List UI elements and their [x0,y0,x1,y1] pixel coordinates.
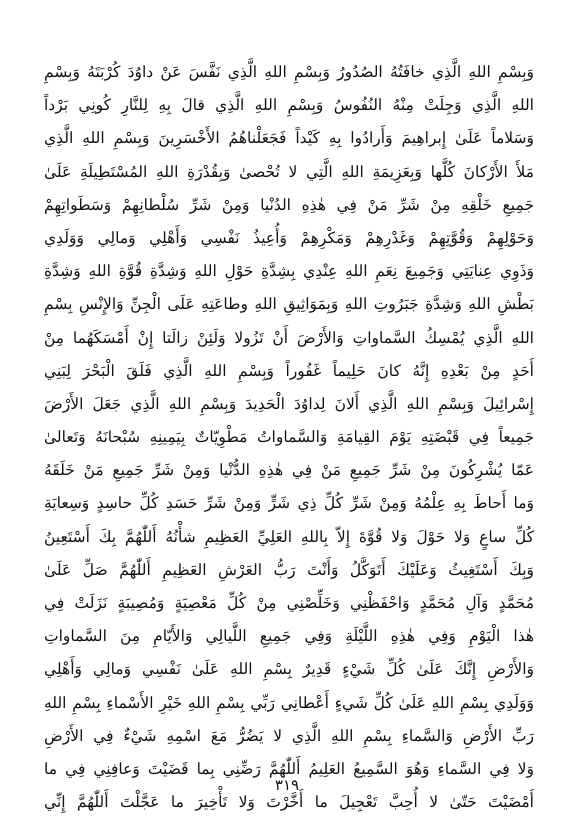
text-line: وَلا فِي السَّماءِ وَهُوَ السَّمِيعُ العَلِيمُ أَللّٰهُمَّ رَضِّنِي بِما قَضَيْتَ وَعافِنِي فِي ما [44,759,534,778]
text-line: عَمّا يُشْرِكُونَ مِنْ شَرِّ جَمِيعِ مَنْ فِي هٰذِهِ الدُّنْيا وَمِنْ شَرِّ جَمِيعِ مَنْ خَلَقَهُ [44,461,534,480]
text-line: جَمِيعِ خَلْقِهِ مِنْ شَرِّ مَنْ فِي هٰذِهِ الدُنْيا وَمِنْ شَرِّ سُلْطانِهِمْ وَسَطَواتِهِمْ [44,195,534,214]
page-number: ٣١٩ [274,776,300,794]
text-line: وَالأَرْضِ إِنَّكَ عَلَىٰ كُلِّ شَيْءٍ قَدِيرٌ بِسْمِ اللهِ عَلَىٰ نَفْسِي وَمالِي وَأَهْلِي [44,660,534,679]
text-line: أَمْضَيْتَ حَتّىٰ لا أُحِبَّ تَعْجِيلَ ما أَخَّرْتَ وَلا تَأْخِيرَ ما عَجَّلْتَ أَللّٰهُمَّ إِنِّي [44,793,534,812]
text-line: كُلِّ ساعٍ وَلا حَوْلَ وَلا قُوَّةَ إِلاّ بِاللهِ العَلِيِّ العَظِيمِ شأْنُهُ أَللّٰهُمَّ بِكَ أَسْتَعِينُ [44,527,534,546]
text-line: اللهِ الَّذِي وَجِلَتْ مِنْهُ النُفُوسُ وَبِسْمِ اللهِ الَّذِي قالَ بِهِ لِلنَّارِ كُونِي بَرْداً [44,96,534,115]
text-line: وَوَلَدِي بِسْمِ اللهِ عَلَىٰ كُلِّ شَيءٍ أَعْطانِي رَبِّي بِسْمِ اللهِ خَيْرِ الأَسْماءِ بِسْمِ اللهِ [44,693,534,712]
text-line: جَمِيعاً فِي قَبْضَتِهِ يَوْمَ القِيامَةِ وَالسَّماواتُ مَطْوِيّاتٌ بِيَمِينِهِ سُبْحانَهُ وَتَعالىٰ [44,428,534,447]
text-line: هٰذا الْيَوْمِ وَفِي هٰذِهِ اللَّيْلَةِ وَفِي جَمِيعِ اللَّيالِي وَالأَيّامِ مِنَ السَّماواتِ [44,627,534,646]
text-line: مَلأَ الأَرْكانَ كُلَّها وَبِعَزِيمَةِ اللهِ الَّتِي لا تُحْصىٰ وَبِقُدْرَةِ اللهِ المُسْتَطِيلَةِ عَلَىٰ [44,162,534,181]
text-line: مُحَمَّدٍ وَآلِ مُحَمَّدٍ وَاحْفَظْنِي وَخَلِّصْنِي مِنْ كُلِّ مَعْصِيَةٍ وَمُصِيبَةٍ نَزَلَتْ فِي [44,594,534,612]
body-text [44,56,534,819]
text-line: وَما أَحاطَ بِهِ عِلْمُهُ وَمِنْ شَرِّ كُلِّ ذِي شَرٍّ وَمِنْ شَرِّ حَسَدِ كُلِّ حاسِدٍ وَسِعايَةِ [44,494,534,513]
text-line: إِسْرائِيلَ وَبِسْمِ اللهِ الَّذِي أَلانَ لِداوُدَ الْحَدِيدَ وَبِسْمِ اللهِ الَّذِي جَعَلَ الأَرْضَ [44,394,534,413]
text-line: رَبِّ الأَرْضِ وَالسَّماءِ بِسْمِ اللهِ الَّذِي لا يَضُرُّ مَعَ اسْمِهِ شَيْءٌ فِي الأَرْضِ [44,726,534,745]
text-line: اللهِ الَّذِي يُمْسِكُ السَّماواتِ وَالأَرْضَ أَنْ تَزُولا وَلَئِنْ زالَتا إِنْ أَمْسَكَهُما مِنْ [44,328,534,347]
text-line: وَحَوْلِهِمْ وَقُوَّتِهِمْ وَغَدْرِهِمْ وَمَكْرِهِمْ وَأُعِيذُ نَفْسِي وَأَهْلِي وَمالِي وَوَلَدِي [44,228,534,247]
text-line: بَطْشِ اللهِ وَشِدَّةِ جَبَرُوتِ اللهِ وَبِمَوَاثِيقِ اللهِ وطاعَتِهِ عَلَى الْجِنِّ وَالإِنْسِ بِسْمِ [44,295,534,314]
text-line: وَبِسْمِ اللهِ الَّذِي خافَتُهُ الصُدُورُ وَبِسْمِ اللهِ الَّذِي نَفَّسَ عَنْ داوُدَ كُرْبَتَهُ وَبِسْمِ [44,63,534,81]
text-line: وَبِكَ أَسْتَغِيثُ وَعَلَيْكَ أَتَوَكَّلُ وَأَنْتَ رَبُّ العَرْشِ العَظِيمِ أَللّٰهُمَّ صَلِّ عَلَىٰ [44,560,534,579]
text-line: وَذَوِي عِنايَتِي وَجَمِيعَ نِعَمِ اللهِ عِنْدِي بِشِدَّةِ حَوْلِ اللهِ وَشِدَّةِ قُوَّةِ اللهِ وَشِدَّةِ [44,262,534,281]
text-line: أَحَدٍ مِنْ بَعْدِهِ إِنَّهُ كانَ حَلِيماً غَفُوراً وَبِسْمِ اللهِ الَّذِي فَلَقَ الْبَحْرَ لِبَنِي [44,361,534,380]
text-line: وَسَلاماً عَلَىٰ إِبراهِيمَ وَأَرادُوا بِهِ كَيْداً فَجَعَلْناهُمُ الأَخْسَرِينَ وَبِسْمِ اللهِ الَّذِي [44,129,534,148]
